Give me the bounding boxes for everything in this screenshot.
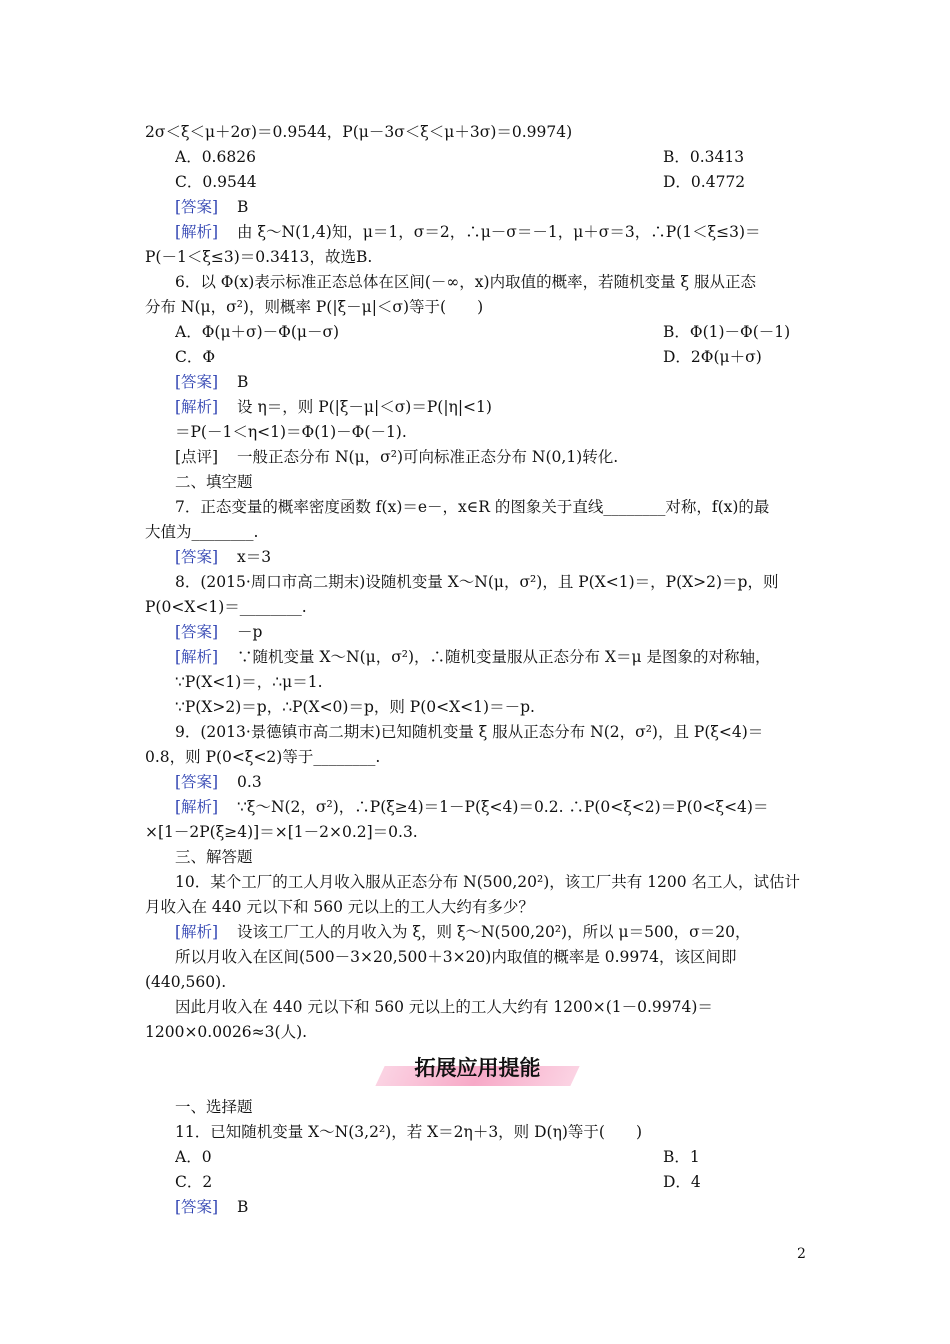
text-line: 所以月收入在区间(500－3×20,500＋3×20)内取值的概率是 0.9974，该区间即 <box>175 948 737 966</box>
answer-row <box>175 195 810 220</box>
question-9: 9．(2013·景德镇市高二期末)已知随机变量 ξ 服从正态分布 N(2，σ²)，且 P(ξ<4)＝ <box>175 723 764 741</box>
option-c: C．0.9544 <box>175 173 257 191</box>
analysis-row <box>175 395 810 420</box>
option-a: A．Φ(μ＋σ)－Φ(μ－σ) <box>175 323 340 341</box>
option-row <box>175 145 810 170</box>
text-line: 大值为________. <box>145 523 259 541</box>
option-b: B．Φ(1)－Φ(－1) <box>663 323 791 341</box>
answer-tag: [答案] <box>175 773 219 791</box>
option-row <box>175 1170 810 1195</box>
analysis-text: 设 η＝，则 P(|ξ－μ|＜σ)＝P(|η|<1) <box>237 398 492 416</box>
text-line: 0.8，则 P(0<ξ<2)等于________. <box>145 748 381 766</box>
analysis-text: ∵随机变量 X～N(μ，σ²)，∴随机变量服从正态分布 X＝μ 是图象的对称轴， <box>237 648 771 666</box>
answer-value: B <box>237 198 249 216</box>
answer-value: －p <box>237 623 263 641</box>
text-line: P(0<X<1)＝________. <box>145 598 307 616</box>
text-line: 分布 N(μ，σ²)，则概率 P(|ξ－μ|＜σ)等于( ) <box>145 298 484 316</box>
text-line: 1200×0.0026≈3(人). <box>145 1023 308 1041</box>
text-line: ∵P(X<1)＝，∴μ＝1. <box>175 673 323 691</box>
answer-row <box>175 1195 810 1220</box>
comment-text: 一般正态分布 N(μ，σ²)可向标准正态分布 N(0,1)转化. <box>237 448 619 466</box>
section-heading-choice: 一、选择题 <box>175 1098 253 1116</box>
question-10: 10．某个工厂的工人月收入服从正态分布 N(500,20²)，该工厂共有 1200 名工人，试估计 <box>175 873 801 891</box>
question-11: 11．已知随机变量 X～N(3,2²)，若 X＝2η＋3，则 D(η)等于( ) <box>175 1123 643 1141</box>
option-b: B．0.3413 <box>663 148 745 166</box>
answer-value: B <box>237 1198 249 1216</box>
analysis-text: 设该工厂工人的月收入为 ξ，则 ξ～N(500,20²)，所以 μ＝500，σ＝20， <box>237 923 751 941</box>
comment-row <box>175 445 810 470</box>
section-heading-fill-blank: 二、填空题 <box>175 473 253 491</box>
analysis-tag: [解析] <box>175 223 219 241</box>
text-line: 2σ＜ξ＜μ＋2σ)＝0.9544，P(μ－3σ＜ξ＜μ＋3σ)＝0.9974) <box>145 123 573 141</box>
answer-tag: [答案] <box>175 373 219 391</box>
option-row <box>175 345 810 370</box>
section-banner <box>380 1052 575 1090</box>
analysis-tag: [解析] <box>175 798 219 816</box>
option-d: D．0.4772 <box>663 173 746 191</box>
text-line: ＝P(－1＜η<1)＝Φ(1)－Φ(－1). <box>175 423 407 441</box>
question-6: 6．以 Φ(x)表示标准正态总体在区间(－∞，x)内取值的概率，若随机变量 ξ 服从正态 <box>175 273 756 291</box>
answer-row <box>175 770 810 795</box>
text-line: ×[1－2P(ξ≥4)]＝×[1－2×0.2]＝0.3. <box>145 823 418 841</box>
text-line: ∵P(X>2)＝p，∴P(X<0)＝p，则 P(0<X<1)＝－p. <box>175 698 535 716</box>
analysis-tag: [解析] <box>175 648 219 666</box>
option-a: A．0.6826 <box>175 148 256 166</box>
question-7: 7．正态变量的概率密度函数 f(x)＝e－，x∈R 的图象关于直线________对称，f(x)的最 <box>175 498 770 516</box>
answer-row <box>175 620 810 645</box>
analysis-text: ∵ξ～N(2，σ²)，∴P(ξ≥4)＝1－P(ξ<4)＝0.2. ∴P(0<ξ<2)＝P(0<ξ<4)＝ <box>237 798 769 816</box>
analysis-text: 由 ξ～N(1,4)知，μ＝1，σ＝2，∴μ－σ＝－1，μ＋σ＝3，∴P(1＜ξ≤3)＝ <box>237 223 761 241</box>
analysis-row <box>175 645 810 670</box>
analysis-tag: [解析] <box>175 923 219 941</box>
option-d: D．2Φ(μ＋σ) <box>663 348 762 366</box>
analysis-row <box>175 220 810 245</box>
option-c: C．Φ <box>175 348 216 366</box>
option-row <box>175 320 810 345</box>
comment-tag: [点评] <box>175 448 219 466</box>
section-heading-solve: 三、解答题 <box>175 848 253 866</box>
analysis-tag: [解析] <box>175 398 219 416</box>
option-c: C．2 <box>175 1173 213 1191</box>
banner-title: 拓展应用提能 <box>414 1056 541 1080</box>
option-row <box>175 170 810 195</box>
text-line: 因此月收入在 440 元以下和 560 元以上的工人大约有 1200×(1－0.9974)＝ <box>175 998 713 1016</box>
text-line: (440,560). <box>145 973 227 991</box>
option-d: D．4 <box>663 1173 701 1191</box>
text-line: 月收入在 440 元以下和 560 元以上的工人大约有多少？ <box>145 898 534 916</box>
analysis-row <box>175 795 810 820</box>
answer-value: B <box>237 373 249 391</box>
answer-tag: [答案] <box>175 548 219 566</box>
answer-tag: [答案] <box>175 198 219 216</box>
answer-value: 0.3 <box>237 773 262 791</box>
text-line: P(－1＜ξ≤3)＝0.3413，故选B. <box>145 248 373 266</box>
question-8: 8．(2015·周口市高二期末)设随机变量 X～N(μ，σ²)，且 P(X<1)＝，P(X>2)＝p，则 <box>175 573 779 591</box>
option-a: A．0 <box>175 1148 212 1166</box>
answer-row <box>175 545 810 570</box>
analysis-row <box>175 920 810 945</box>
option-row <box>175 1145 810 1170</box>
answer-row <box>175 370 810 395</box>
page-number: 2 <box>797 1246 806 1262</box>
answer-tag: [答案] <box>175 623 219 641</box>
option-b: B．1 <box>663 1148 700 1166</box>
answer-value: x＝3 <box>237 548 272 566</box>
answer-tag: [答案] <box>175 1198 219 1216</box>
